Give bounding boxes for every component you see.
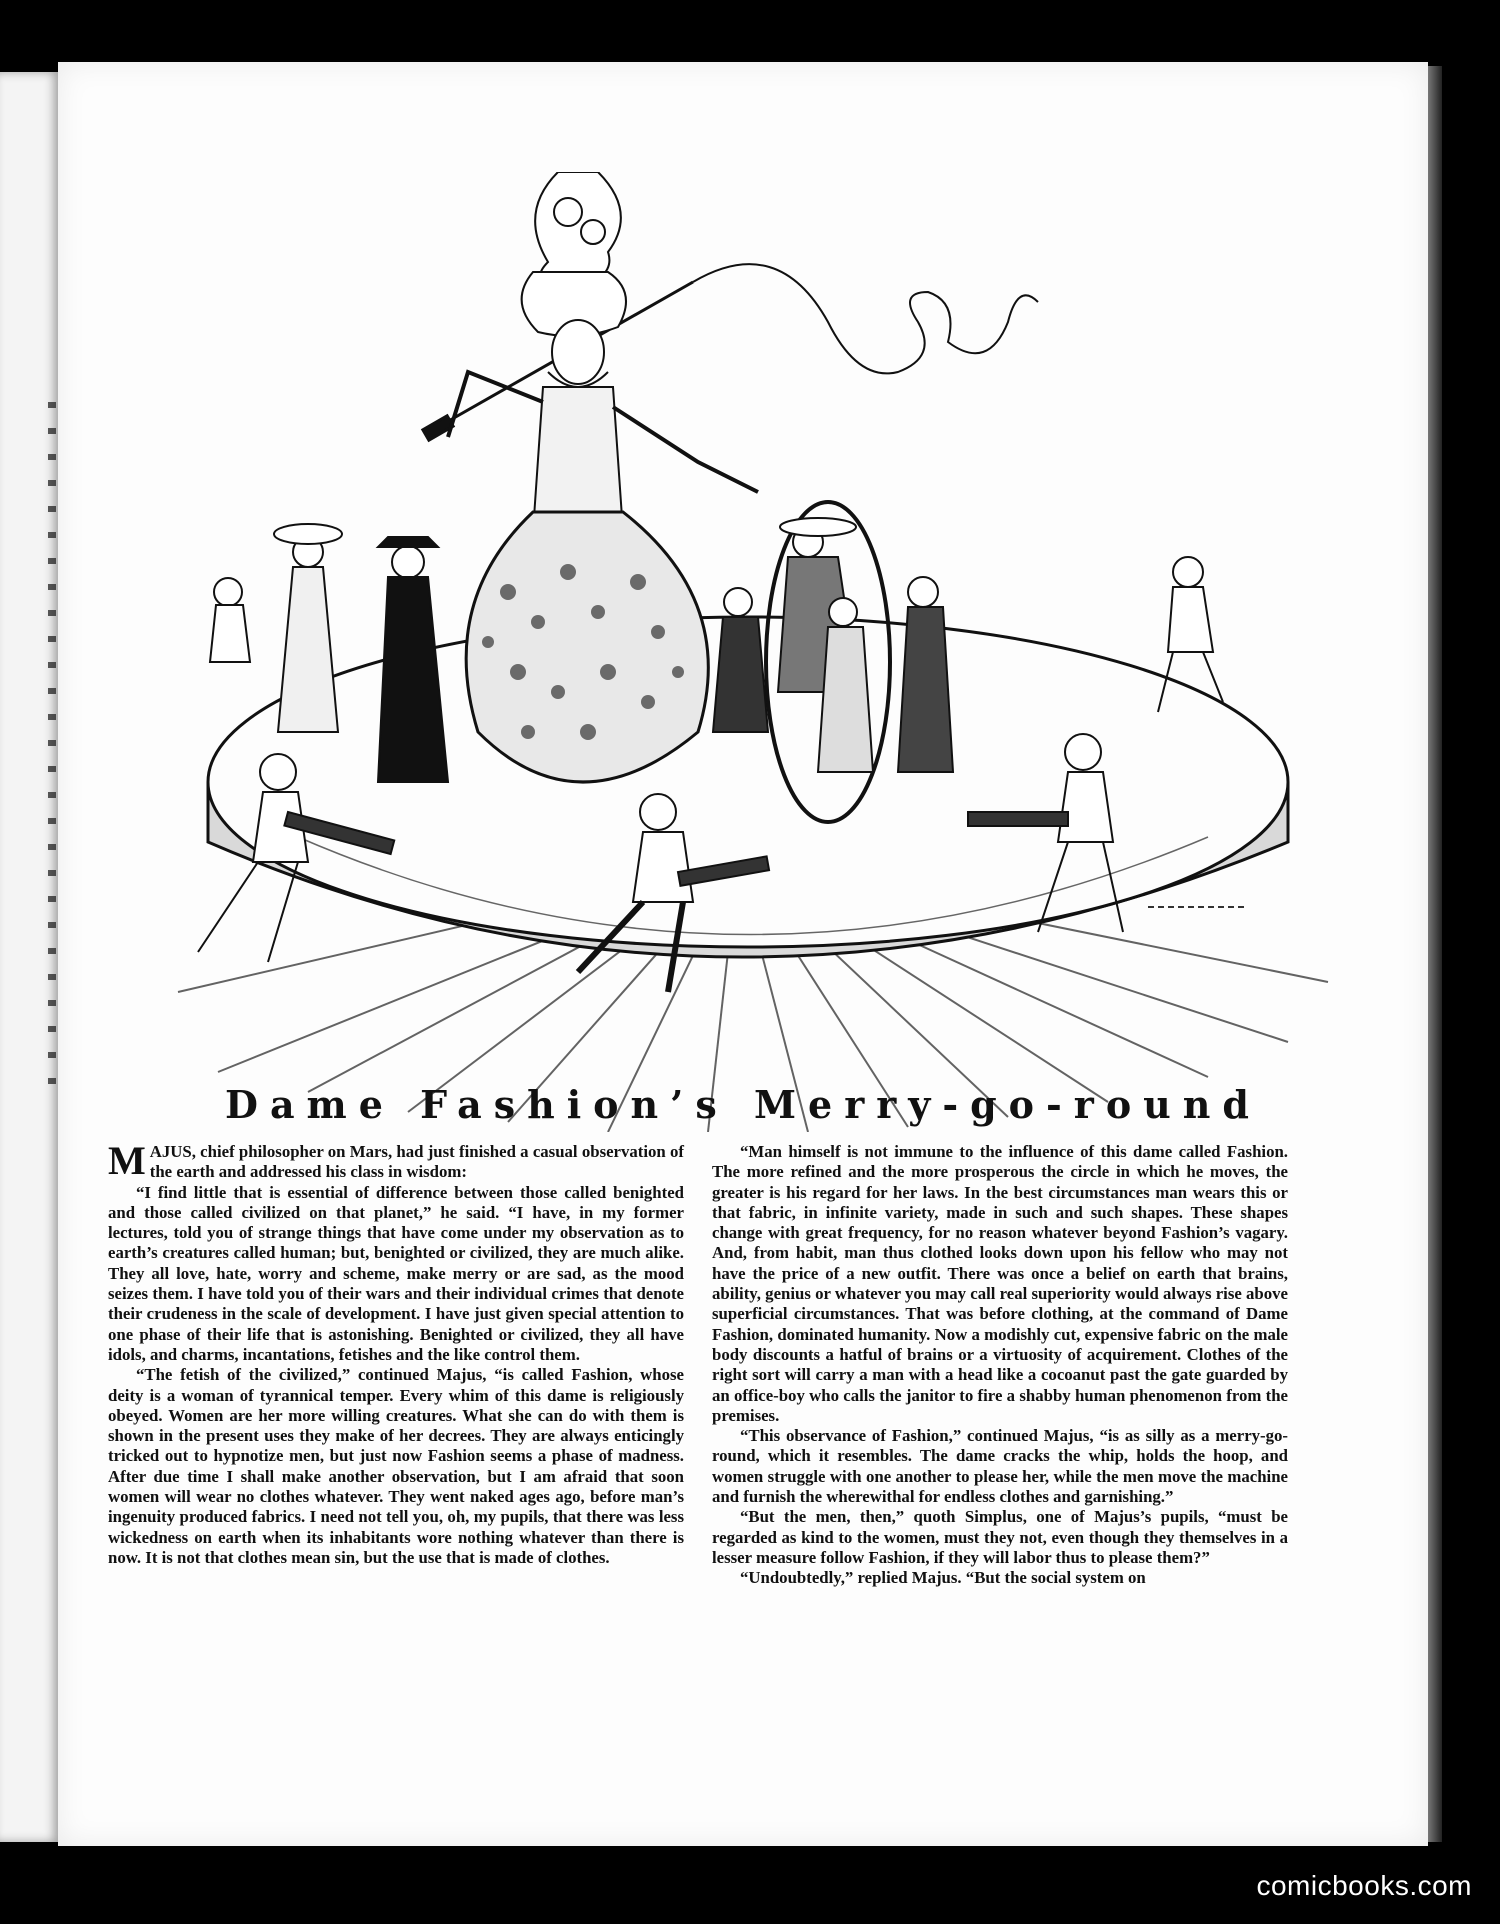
paragraph-3: “The fetish of the civilized,” continued Majus, “is called Fashion, whose deity is a woman of tyrannical temper. Every whim of this dame is religiously obeyed. Women are her more willing creatures. What she can do with them is shown in the present uses they make of her decrees. They are always enticingly tricked out to hypnotize men, but just now Fashion seems a phase of madness. After due time I shall make another observation, but I am afraid that soon women will wear no clothes whatever. They went naked ages ago, before man’s ingenuity produced fabrics. I need not tell you, oh, my pupils, that there was less wickedness on earth when its inhabitants wore nothing whatever than there is now. It is not that clothes mean sin, but the use that is made of clothes. bbox=[108, 1365, 684, 1567]
dancer-white-hat bbox=[274, 524, 342, 732]
previous-page-edge bbox=[0, 72, 60, 1842]
article-right-column bbox=[712, 1142, 1288, 1589]
magazine-page bbox=[58, 62, 1428, 1846]
paragraph-4: “Man himself is not immune to the influence of this dame called Fashion. The more refined and the more prosperous the circle in which he moves, the greater is his regard for her laws. In the best circumstances man wears this or that fabric, in infinite variety, made in such and such shapes. These shapes change with great frequency, for no reason whatever beyond Fashion’s vagary. And, from habit, man thus clothed looks down upon his fellow who may not have the price of a new outfit. There was once a belief on earth that brains, ability, genius or whatever you may call real superiority would always rise above superficial circumstances. That was before clothing, at the command of Dame Fashion, dominated humanity. Now a modishly cut, expensive fabric on the male body discounts a hatful of brains or a virtuosity of acquirement. Clothes of the right sort will carry a man with a head like a cocoanut past the gate guarded by an office-boy who calls the janitor to fire a shabby human phenomenon from the premises. bbox=[712, 1142, 1288, 1425]
paragraph-1-text: AJUS, chief philosopher on Mars, had just finished a casual observation of the earth and addressed his class in wisdom: bbox=[149, 1142, 684, 1182]
next-page-edge bbox=[1428, 66, 1442, 1842]
merry-go-round-illustration bbox=[138, 172, 1358, 1132]
whip bbox=[423, 264, 1038, 440]
dancer-in-hoop bbox=[713, 588, 768, 732]
site-watermark: comicbooks.com bbox=[1256, 1870, 1472, 1901]
dancer-plaid-dress bbox=[898, 577, 953, 772]
man-pushing-far-left bbox=[210, 578, 250, 662]
article-title: Dame Fashion’s Merry-go-round bbox=[224, 1082, 1261, 1127]
previous-page-text-edge bbox=[48, 402, 56, 1102]
article-left-column bbox=[108, 1138, 684, 1568]
drop-cap: M bbox=[108, 1138, 146, 1183]
paragraph-1 bbox=[108, 1138, 684, 1183]
paragraph-6: “But the men, then,” quoth Simplus, one of Majus’s pupils, “must be regarded as kind to the women, must they not, even though they themselves in a lesser measure follow Fashion, if they will labor thus to please them?” bbox=[712, 1507, 1288, 1567]
paragraph-2: “I find little that is essential of difference between those called benighted and those called civilized on that planet,” he said. “I have, in my former lectures, told you of strange things that have come under my observation as to earth’s creatures called human; but, benighted or civilized, they are much alike. They all love, hate, worry and scheme, make merry or are sad, as the mood seizes them. I have told you of their wars and their individual crimes that denote their crudeness in the scale of development. I have just given special attention to one phase of their life that is astonishing. Benighted or civilized, they all have idols, and charms, incantations, fetishes and the like control them. bbox=[108, 1182, 684, 1364]
paragraph-7: “Undoubtedly,” replied Majus. “But the social system on bbox=[740, 1568, 1146, 1588]
paragraph-5: “This observance of Fashion,” continued Majus, “is as silly as a merry-go-round, which it resembles. The dame cracks the whip, holds the hoop, and women struggle with one another to please her, while the men move the machine and furnish the wherewithal for endless clothes and garnishing.” bbox=[712, 1426, 1288, 1507]
